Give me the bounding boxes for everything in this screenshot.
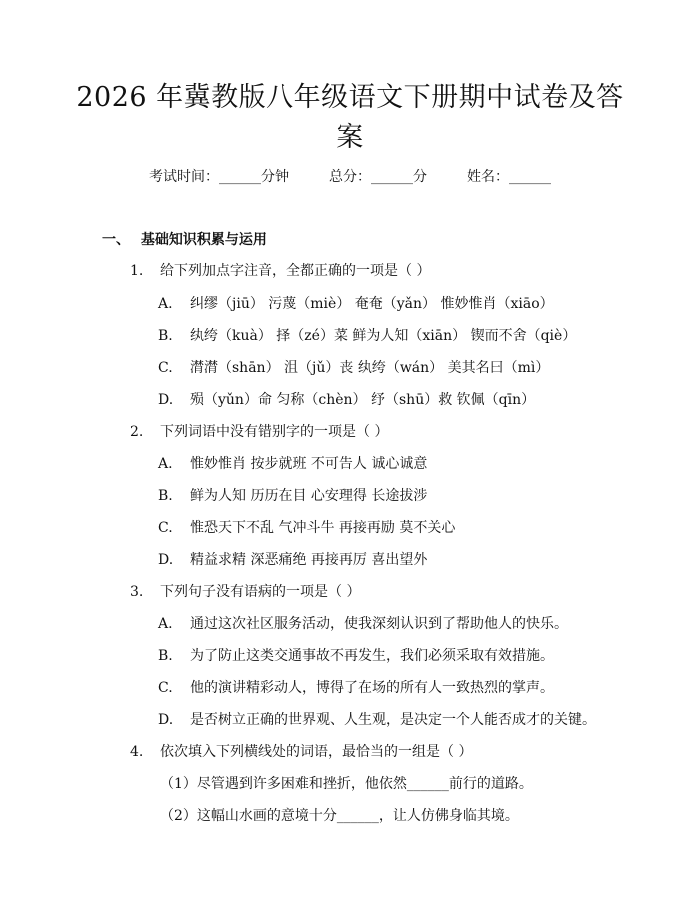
option-label: D.: [158, 392, 174, 408]
option-label: A.: [158, 616, 173, 632]
question-2: [130, 422, 388, 442]
option-label: B.: [158, 488, 173, 504]
option-1c: [158, 358, 549, 378]
exam-score: 总分：______分: [329, 169, 427, 185]
option-text: 殒（yǔn）命 匀称（chèn） 纾（shū）救 钦佩（qīn）: [190, 392, 536, 408]
option-text: 惟恐天下不乱 气冲斗牛 再接再励 莫不关心: [190, 520, 456, 536]
option-text: 通过这次社区服务活动，使我深刻认识到了帮助他人的快乐。: [190, 616, 568, 632]
option-text: 是否树立正确的世界观、人生观，是决定一个人能否成才的关键。: [190, 712, 596, 728]
exam-info: [0, 166, 700, 186]
question-1: [130, 261, 430, 281]
option-label: C.: [158, 360, 173, 376]
option-3b: [158, 646, 554, 666]
option-text: 为了防止这类交通事故不再发生，我们必须采取有效措施。: [190, 648, 554, 664]
option-1b: [158, 326, 576, 346]
option-1d: [158, 390, 535, 410]
exam-time: 考试时间：______分钟: [149, 169, 289, 185]
option-2c: [158, 518, 455, 538]
title-line-1: 2026 年冀教版八年级语文下册期中试卷及答: [76, 82, 624, 113]
question-number: 3.: [130, 584, 144, 600]
option-label: C.: [158, 680, 173, 696]
option-1a: [158, 294, 554, 314]
option-text: 精益求精 深恶痛绝 再接再厉 喜出望外: [190, 552, 428, 568]
option-text: 他的演讲精彩动人，博得了在场的所有人一致热烈的掌声。: [190, 680, 554, 696]
title-line-2: 案: [336, 122, 364, 153]
option-text: 潸潸（shān） 沮（jǔ）丧 纨绔（wán） 美其名曰（mì）: [190, 360, 550, 376]
option-2b: [158, 486, 427, 506]
question-stem: 下列句子没有语病的一项是（ ）: [160, 584, 361, 600]
question-stem: 给下列加点字注音，全都正确的一项是（ ）: [160, 263, 431, 279]
question-number: 4.: [130, 744, 144, 760]
option-3d: [158, 710, 596, 730]
option-text: 鲜为人知 历历在目 心安理得 长途拔涉: [190, 488, 428, 504]
option-2a: [158, 454, 427, 474]
option-3a: [158, 614, 568, 634]
question-stem: 下列词语中没有错别字的一项是（ ）: [160, 424, 389, 440]
option-label: A.: [158, 456, 173, 472]
option-label: D.: [158, 712, 174, 728]
question-number: 1.: [130, 263, 144, 279]
option-label: C.: [158, 520, 173, 536]
subitem-4-1: （1）尽管遇到许多困难和挫折，他依然______前行的道路。: [160, 776, 533, 792]
page-title: [70, 78, 630, 158]
subitem-4-2: （2）这幅山水画的意境十分______，让人仿佛身临其境。: [160, 808, 519, 824]
option-label: D.: [158, 552, 174, 568]
question-4: [130, 742, 472, 762]
option-text: 纨绔（kuà） 择（zé）菜 鲜为人知（xiān） 锲而不舍（qiè）: [190, 328, 577, 344]
exam-name: 姓名：______: [467, 169, 551, 185]
option-2d: [158, 550, 427, 570]
option-label: B.: [158, 328, 173, 344]
question-stem: 依次填入下列横线处的词语，最恰当的一组是（ ）: [160, 744, 473, 760]
section-heading: [102, 229, 267, 249]
option-text: 纠缪（jiū） 污蔑（miè） 奄奄（yǎn） 惟妙惟肖（xiāo）: [190, 296, 554, 312]
option-label: A.: [158, 296, 173, 312]
question-number: 2.: [130, 424, 144, 440]
option-label: B.: [158, 648, 173, 664]
question-3: [130, 582, 360, 602]
option-3c: [158, 678, 554, 698]
option-text: 惟妙惟肖 按步就班 不可告人 诚心诚意: [190, 456, 428, 472]
section-title: 基础知识积累与运用: [140, 232, 267, 248]
section-number: 一、: [102, 232, 130, 248]
